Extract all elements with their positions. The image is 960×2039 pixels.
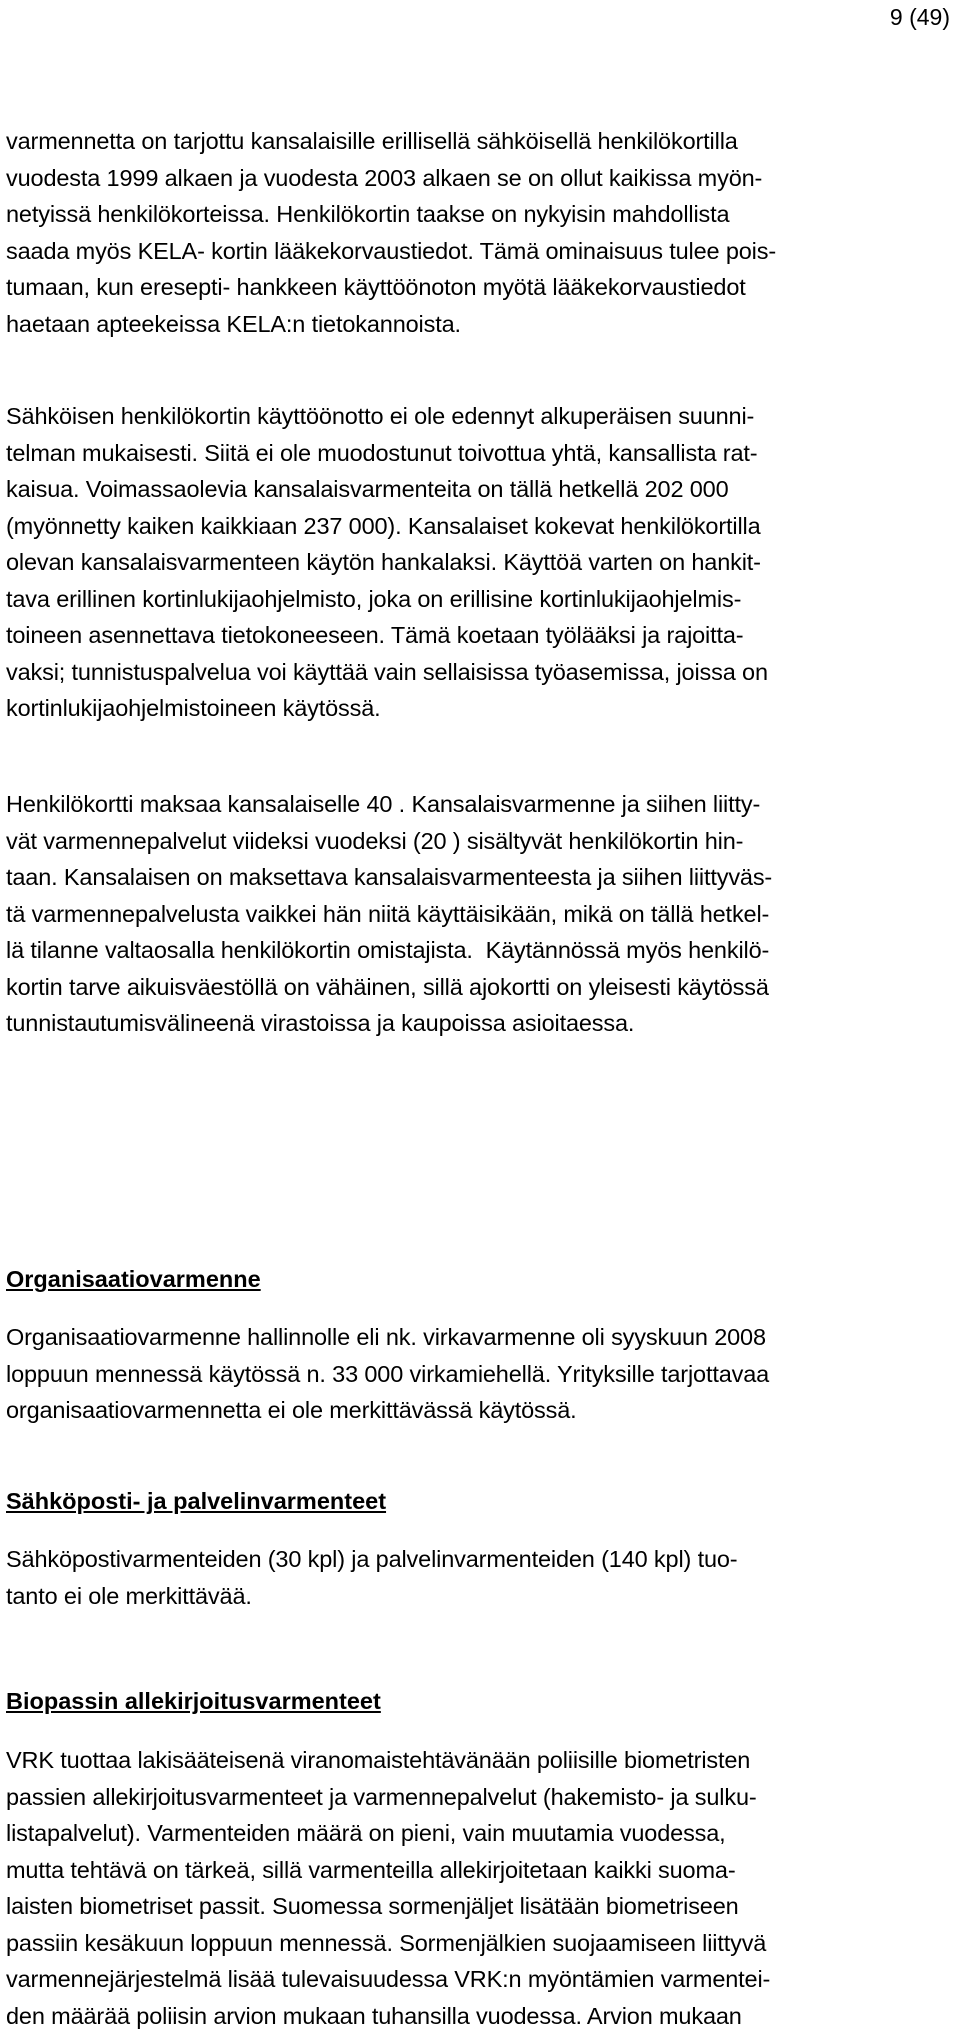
text-line: Sähköisen henkilökortin käyttöönotto ei ole edennyt alkuperäisen suunni- <box>6 403 956 440</box>
text-line: Organisaatiovarmenne hallinnolle eli nk. virkavarmenne oli syyskuun 2008 <box>6 1324 956 1361</box>
paragraph-biopassi <box>6 1747 956 2039</box>
text-line: tunnistautumisvälineenä virastoissa ja kaupoissa asioitaessa. <box>6 1010 956 1047</box>
text-line: tava erillinen kortinlukijaohjelmisto, joka on erillisine kortinlukijaohjelmis- <box>6 586 956 623</box>
text-line: olevan kansalaisvarmenteen käytön hankalaksi. Käyttöä varten on hankit- <box>6 549 956 586</box>
text-line: loppuun mennessä käytössä n. 33 000 virkamiehellä. Yrityksille tarjottavaa <box>6 1361 956 1398</box>
text-line: laisten biometriset passit. Suomessa sormenjäljet lisätään biometriseen <box>6 1893 956 1930</box>
text-line: tanto ei ole merkittävää. <box>6 1583 956 1620</box>
paragraph-deployment <box>6 403 956 732</box>
text-line: saada myös KELA- kortin lääkekorvaustiedot. Tämä ominaisuus tulee pois- <box>6 238 956 275</box>
text-line: lä tilanne valtaosalla henkilökortin omistajista. Käytännössä myös henkilö- <box>6 937 956 974</box>
paragraph-cost <box>6 791 956 1047</box>
text-line: kortinlukijaohjelmistoineen käytössä. <box>6 695 956 732</box>
paragraph-intro <box>6 128 956 347</box>
text-line: tä varmennepalvelusta vaikkei hän niitä käyttäisikään, mikä on tällä hetkel- <box>6 901 956 938</box>
text-line: organisaatiovarmennetta ei ole merkittävässä käytössä. <box>6 1397 956 1434</box>
text-line: Sähköpostivarmenteiden (30 kpl) ja palvelinvarmenteiden (140 kpl) tuo- <box>6 1546 956 1583</box>
text-line: vät varmennepalvelut viideksi vuodeksi (20 ) sisältyvät henkilökortin hin- <box>6 828 956 865</box>
text-line: VRK tuottaa lakisääteisenä viranomaistehtävänään poliisille biometristen <box>6 1747 956 1784</box>
text-line: telman mukaisesti. Siitä ei ole muodostunut toivottua yhtä, kansallista rat- <box>6 440 956 477</box>
text-line: varmennejärjestelmä lisää tulevaisuudessa VRK:n myöntämien varmentei- <box>6 1966 956 2003</box>
text-line: listapalvelut). Varmenteiden määrä on pieni, vain muutamia vuodessa, <box>6 1820 956 1857</box>
text-line: den määrää poliisin arvion mukaan tuhansilla vuodessa. Arvion mukaan <box>6 2003 956 2039</box>
text-line: haetaan apteekeissa KELA:n tietokannoista. <box>6 311 956 348</box>
text-line: vaksi; tunnistuspalvelua voi käyttää vain sellaisissa työasemissa, joissa on <box>6 659 956 696</box>
text-line: varmennetta on tarjottu kansalaisille erillisellä sähköisellä henkilökortilla <box>6 128 956 165</box>
section-heading-sahkoposti: Sähköposti- ja palvelinvarmenteet <box>6 1488 386 1515</box>
text-line: vuodesta 1999 alkaen ja vuodesta 2003 alkaen se on ollut kaikissa myön- <box>6 165 956 202</box>
paragraph-sahkoposti <box>6 1546 956 1619</box>
text-line: Henkilökortti maksaa kansalaiselle 40 . Kansalaisvarmenne ja siihen liitty- <box>6 791 956 828</box>
page-number: 9 (49) <box>890 6 950 29</box>
text-line: (myönnetty kaiken kaikkiaan 237 000). Kansalaiset kokevat henkilökortilla <box>6 513 956 550</box>
paragraph-organisaatiovarmenne <box>6 1324 956 1434</box>
text-line: taan. Kansalaisen on maksettava kansalaisvarmenteesta ja siihen liittyväs- <box>6 864 956 901</box>
section-heading-biopassi: Biopassin allekirjoitusvarmenteet <box>6 1688 381 1715</box>
text-line: passien allekirjoitusvarmenteet ja varmennepalvelut (hakemisto- ja sulku- <box>6 1784 956 1821</box>
section-heading-organisaatiovarmenne: Organisaatiovarmenne <box>6 1266 261 1293</box>
text-line: kortin tarve aikuisväestöllä on vähäinen, sillä ajokortti on yleisesti käytössä <box>6 974 956 1011</box>
text-line: kaisua. Voimassaolevia kansalaisvarmenteita on tällä hetkellä 202 000 <box>6 476 956 513</box>
text-line: netyissä henkilökorteissa. Henkilökortin taakse on nykyisin mahdollista <box>6 201 956 238</box>
text-line: toineen asennettava tietokoneeseen. Tämä koetaan työlääksi ja rajoitta- <box>6 622 956 659</box>
text-line: tumaan, kun eresepti- hankkeen käyttöönoton myötä lääkekorvaustiedot <box>6 274 956 311</box>
text-line: mutta tehtävä on tärkeä, sillä varmenteilla allekirjoitetaan kaikki suoma- <box>6 1857 956 1894</box>
text-line: passiin kesäkuun loppuun mennessä. Sormenjälkien suojaamiseen liittyvä <box>6 1930 956 1967</box>
